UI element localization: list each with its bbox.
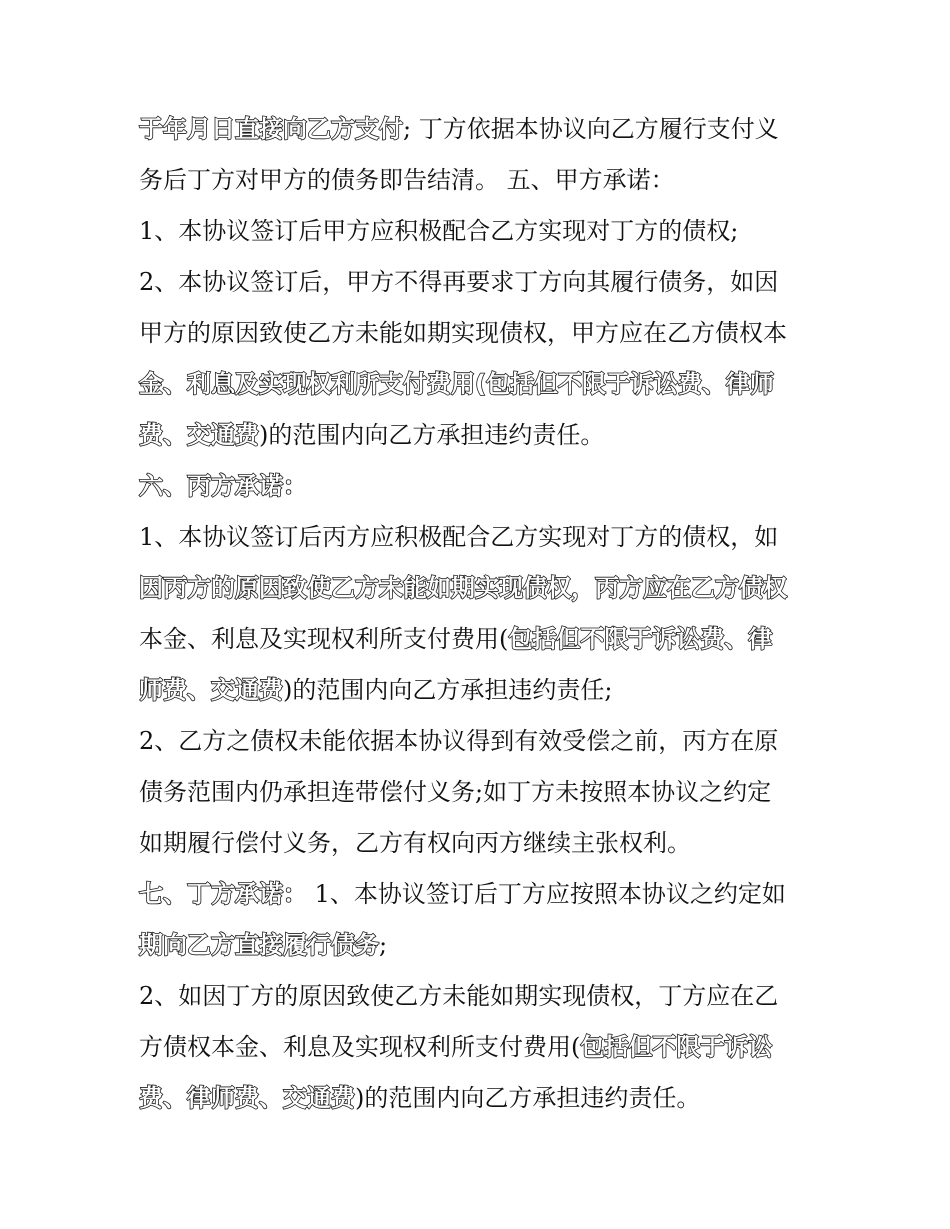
text-line [139, 410, 819, 461]
text-segment: 债务范围内仍承担连带偿付义务;如丁方未按照本协议之约定 [139, 778, 772, 806]
text-segment: 甲方的原因致使乙方未能如期实现债权，甲方应在乙方债权本 [139, 319, 787, 347]
text-line [139, 818, 819, 869]
text-line [139, 308, 819, 359]
text-line [139, 206, 819, 257]
text-line [139, 716, 819, 767]
outlined-text-segment: 包括但不限于诉讼费、律 [508, 625, 773, 653]
text-line [139, 461, 819, 512]
outlined-text-segment: 费、律师费、交通费 [139, 1084, 355, 1112]
outlined-text-segment: 因丙方的原因致使乙方未能如期实现债权，丙方应在乙方债权 [139, 574, 787, 602]
outlined-text-segment: 六、丙方承诺： [139, 472, 307, 500]
text-segment: )的范围内向乙方承担违约责任; [283, 676, 613, 704]
outlined-text-segment: 于年月日直接向乙方支付 [139, 115, 403, 143]
text-segment: ; [379, 931, 388, 959]
text-line [139, 665, 819, 716]
outlined-text-segment: 期向乙方直接履行债务 [139, 931, 379, 959]
outlined-text-segment: 包括但不限于诉讼 [580, 1033, 773, 1061]
text-line [139, 257, 819, 308]
text-line [139, 1022, 819, 1073]
text-line [139, 104, 819, 155]
text-line [139, 869, 819, 920]
outlined-text-segment: 金、利息及实现权利所支付费用(包括但不限于诉讼费、律师 [139, 370, 774, 398]
text-segment: ; 丁方依据本协议向乙方履行支付义 [403, 115, 779, 143]
text-line [139, 767, 819, 818]
text-segment: 2、乙方之债权未能依据本协议得到有效受偿之前，丙方在原 [139, 727, 779, 755]
text-line [139, 971, 819, 1022]
text-segment: 本金、利息及实现权利所支付费用( [139, 625, 509, 653]
outlined-text-segment: 七、丁方承诺： [139, 880, 307, 908]
text-segment: 务后丁方对甲方的债务即告结清。 五、甲方承诺： [139, 166, 675, 194]
text-segment: )的范围内向乙方承担违约责任。 [355, 1084, 701, 1112]
text-line [139, 563, 819, 614]
text-segment: 1、本协议签订后甲方应积极配合乙方实现对丁方的债权; [139, 217, 739, 245]
text-line [139, 359, 819, 410]
text-segment: 如期履行偿付义务，乙方有权向丙方继续主张权利。 [139, 829, 691, 857]
text-segment: )的范围内向乙方承担违约责任。 [259, 421, 605, 449]
text-line [139, 155, 819, 206]
agreement-text-body [139, 104, 819, 1124]
text-segment: 方债权本金、利息及实现权利所支付费用( [139, 1033, 581, 1061]
text-segment: 2、本协议签订后，甲方不得再要求丁方向其履行债务，如因 [139, 268, 779, 296]
text-line [139, 1073, 819, 1124]
text-segment: 1、本协议签订后丙方应积极配合乙方实现对丁方的债权，如 [139, 523, 779, 551]
outlined-text-segment: 费、交通费 [139, 421, 259, 449]
text-segment: 1、本协议签订后丁方应按照本协议之约定如 [307, 880, 786, 908]
text-line [139, 614, 819, 665]
text-line [139, 920, 819, 971]
text-line [139, 512, 819, 563]
outlined-text-segment: 师费、交通费 [139, 676, 283, 704]
text-segment: 2、如因丁方的原因致使乙方未能如期实现债权，丁方应在乙 [139, 982, 779, 1010]
